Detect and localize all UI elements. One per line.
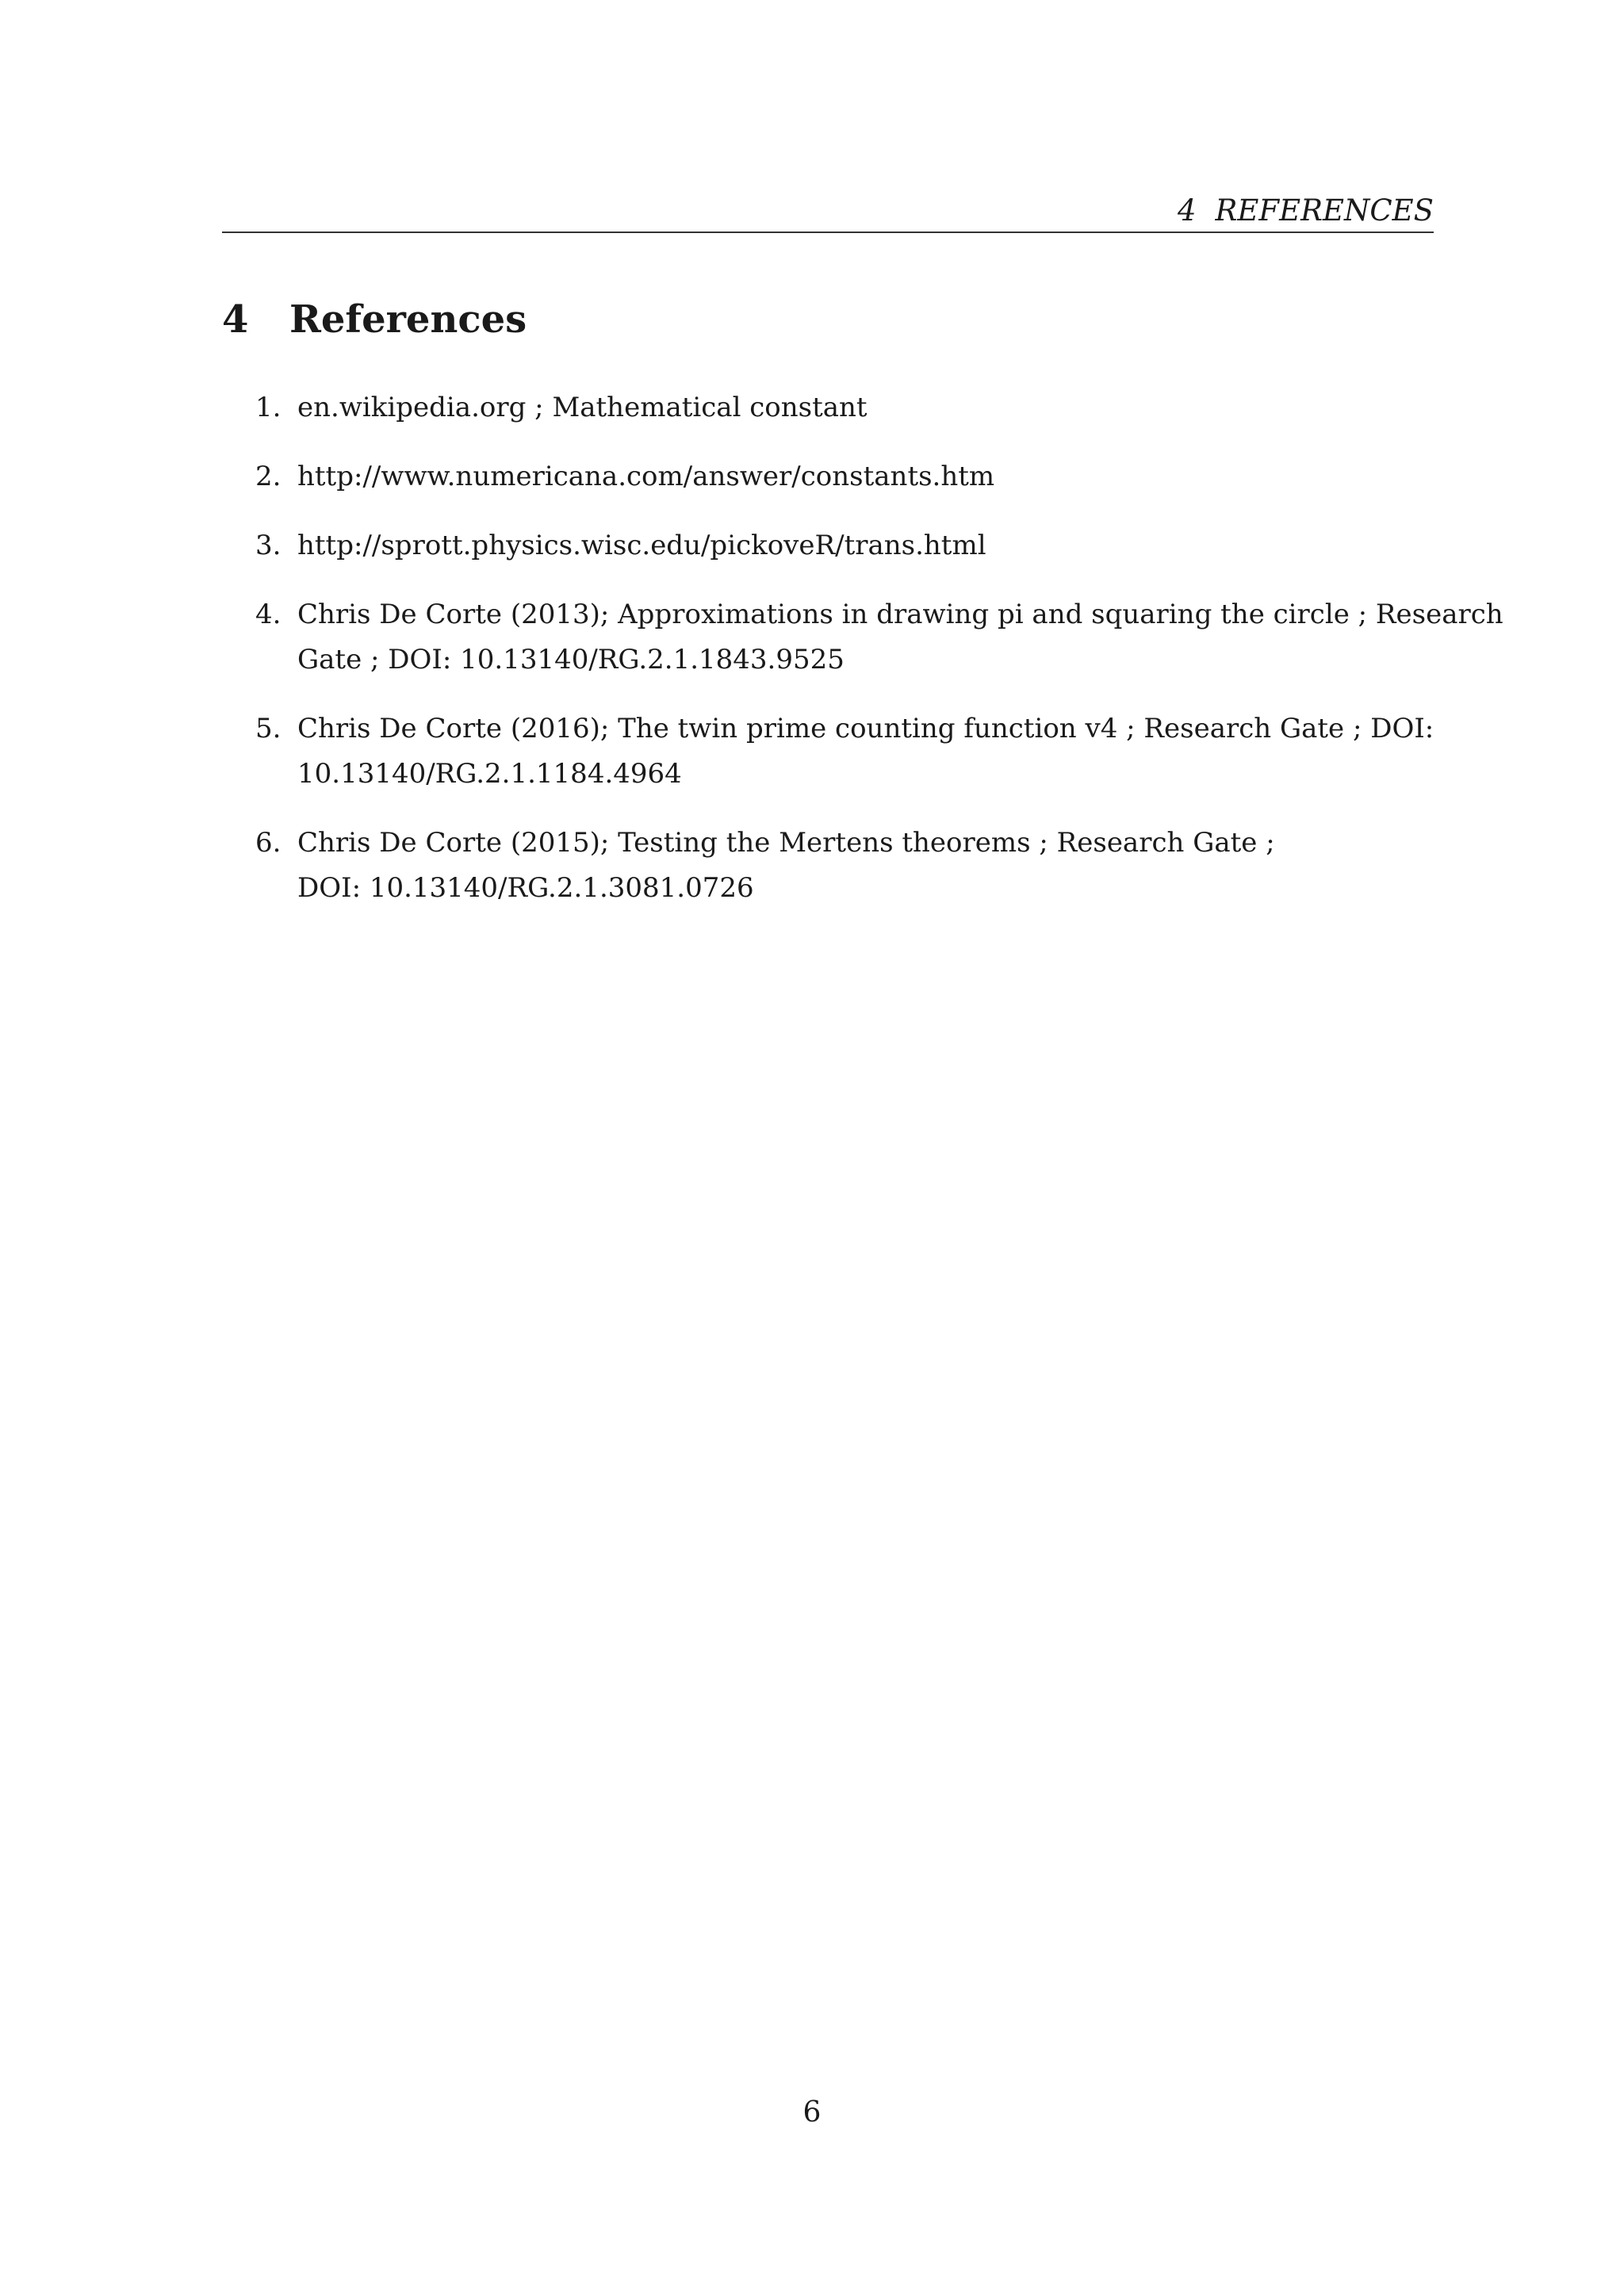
reference-number: 3. <box>255 530 282 561</box>
reference-number: 1. <box>255 392 282 423</box>
running-header-section-title: REFERENCES <box>1215 193 1434 228</box>
reference-number: 5. <box>255 713 282 744</box>
reference-item-1 <box>222 385 1434 430</box>
section-heading <box>222 292 527 347</box>
section-number: 4 <box>222 297 249 342</box>
reference-number: 6. <box>255 827 282 859</box>
reference-text: http://www.numericana.com/answer/constants.htm <box>297 461 995 492</box>
reference-number: 4. <box>255 599 282 630</box>
reference-item-2 <box>222 454 1434 499</box>
references-list <box>222 385 1503 935</box>
section-title: References <box>289 297 527 342</box>
reference-item-4 <box>222 592 1503 683</box>
page-number: 6 <box>802 2096 822 2129</box>
reference-text-line-2: Gate ; DOI: 10.13140/RG.2.1.1843.9525 <box>297 644 845 675</box>
running-header-section-number: 4 <box>1177 193 1197 228</box>
reference-item-3 <box>222 523 1434 568</box>
running-header <box>222 190 1434 233</box>
reference-text-line-1: Chris De Corte (2016); The twin prime counting function v4 ; Research Gate ; DOI: <box>297 713 1434 744</box>
reference-text-line-1: Chris De Corte (2013); Approximations in drawing pi and squaring the circle ; Research <box>297 599 1503 630</box>
reference-text-line-1: Chris De Corte (2015); Testing the Mertens theorems ; Research Gate ; <box>297 827 1275 859</box>
reference-item-6 <box>222 821 1434 911</box>
reference-text-line-2: 10.13140/RG.2.1.1184.4964 <box>297 758 682 790</box>
reference-text-line-2: DOI: 10.13140/RG.2.1.3081.0726 <box>297 872 754 904</box>
reference-text: en.wikipedia.org ; Mathematical constant <box>297 392 868 423</box>
reference-item-5 <box>222 706 1434 797</box>
reference-text: http://sprott.physics.wisc.edu/pickoveR/trans.html <box>297 530 986 561</box>
reference-number: 2. <box>255 461 282 492</box>
